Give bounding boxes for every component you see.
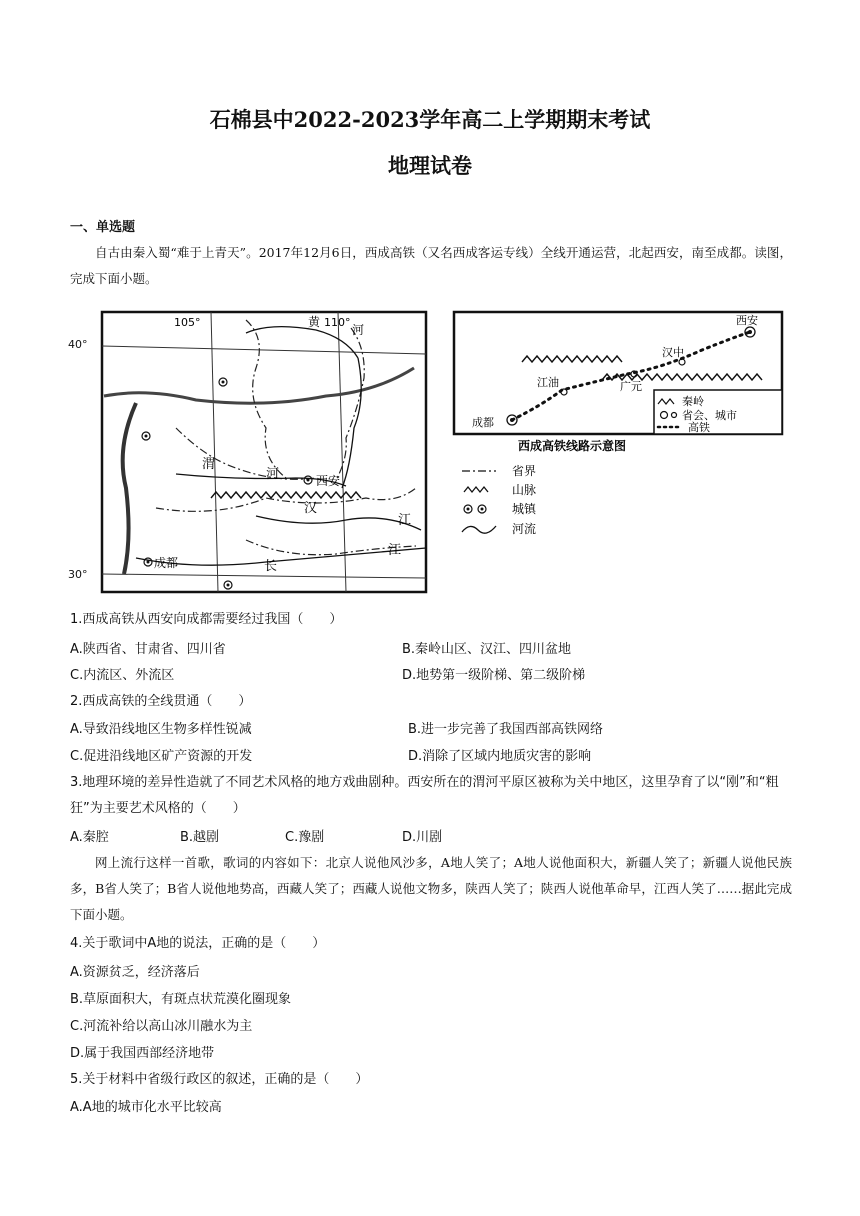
question-1-option-b[interactable]: B.秦岭山区、汉江、四川盆地: [402, 642, 572, 657]
question-2-option-a[interactable]: A.导致沿线地区生物多样性锐减: [70, 722, 252, 737]
map-frame: [102, 312, 426, 592]
chengdu-label: 成都: [154, 556, 179, 570]
question-3-option-c[interactable]: C.豫剧: [285, 830, 325, 845]
chang-label: 长: [264, 559, 278, 574]
question-4-option-a[interactable]: A.资源贫乏，经济落后: [70, 965, 200, 980]
han-label: 汉: [304, 501, 318, 516]
question-1-stem: 1.西成高铁从西安向成都需要经过我国（ ）: [70, 612, 343, 627]
question-1-option-a[interactable]: A.陕西省、甘肃省、四川省: [70, 642, 226, 657]
question-2-stem: 2.西成高铁的全线贯通（ ）: [70, 694, 252, 709]
legend-border-label: 省界: [512, 464, 537, 478]
wei-label: 渭: [202, 457, 216, 472]
lat-40-label: 40°: [68, 338, 88, 351]
jiang-label: 江: [398, 513, 412, 528]
question-1-option-d[interactable]: D.地势第一级阶梯、第二级阶梯: [402, 668, 586, 683]
question-5-option-a[interactable]: A.A地的城市化水平比较高: [70, 1100, 222, 1115]
question-1-option-c[interactable]: C.内流区、外流区: [70, 668, 175, 683]
page-title: 石棉县中2022-2023学年高二上学期期末考试: [209, 107, 651, 132]
question-4-stem: 4.关于歌词中A地的说法，正确的是（ ）: [70, 936, 326, 951]
railway-map-caption: 西成高铁线路示意图: [518, 439, 627, 453]
question-3-option-a[interactable]: A.秦腔: [70, 830, 109, 845]
legend-city-label: 省会、城市: [682, 409, 737, 422]
jiang-label-2: 江: [388, 543, 402, 558]
legend-town-label: 城镇: [512, 502, 537, 516]
xian-label: 西安: [736, 314, 758, 327]
question-5-stem: 5.关于材料中省级行政区的叙述，正确的是（ ）: [70, 1072, 369, 1087]
question-2-option-b[interactable]: B.进一步完善了我国西部高铁网络: [408, 722, 604, 737]
lon-105-label: 105°: [174, 316, 201, 329]
map-legend: [460, 462, 570, 542]
guangyuan-label: 广元: [620, 380, 642, 393]
legend-mountain-icon: [464, 487, 488, 492]
legend-mountain-label: 山脉: [512, 483, 537, 497]
chengdu-label: 成都: [472, 416, 494, 429]
question-3-option-d[interactable]: D.川剧: [402, 830, 443, 845]
region-map: [96, 308, 436, 598]
question-2-option-d[interactable]: D.消除了区域内地质灾害的影响: [408, 749, 592, 764]
question-4-option-d[interactable]: D.属于我国西部经济地带: [70, 1046, 215, 1061]
he-top-label: 河: [352, 323, 365, 337]
lon-110-label: 110°: [324, 316, 351, 329]
lat-30-label: 30°: [68, 568, 88, 581]
jiangyou-label: 江油: [537, 376, 559, 389]
section-heading: 一、单选题: [70, 220, 136, 235]
huang-label: 黄: [308, 315, 321, 329]
xian-label: 西安: [316, 474, 341, 488]
question-2-option-c[interactable]: C.促进沿线地区矿产资源的开发: [70, 749, 253, 764]
legend-qinling-label: 秦岭: [682, 395, 704, 408]
legend-river-label: 河流: [512, 522, 537, 536]
question-3-stem: 3.地理环境的差异性造就了不同艺术风格的地方戏曲剧种。西安所在的渭河平原区被称为关中地区，这里孕育了以“刚”和“粗狂”为主要艺术风格的（ ）: [70, 775, 779, 816]
question-4-option-b[interactable]: B.草原面积大，有斑点状荒漠化圈现象: [70, 992, 292, 1007]
legend-river-icon: [462, 526, 496, 533]
question-3-option-b[interactable]: B.越剧: [180, 830, 220, 845]
material-paragraph-2: 网上流行这样一首歌，歌词的内容如下：北京人说他风沙多，A地人笑了；A地人说他面积大，新疆人笑了；新疆人说他民族多，B省人笑了；B省人说他地势高，西藏人笑了；西藏人说他文物多，陕西人笑了；陕西人说他革命早，江西人笑了……据此完成下面小题。: [70, 855, 792, 922]
page-subtitle: 地理试卷: [388, 153, 472, 178]
legend-rail-label: 高铁: [688, 421, 710, 434]
he-mid-label: 河: [266, 467, 280, 482]
question-4-option-c[interactable]: C.河流补给以高山冰川融水为主: [70, 1019, 253, 1034]
material-paragraph-1: 自古由秦入蜀“难于上青天”。2017年12月6日，西成高铁（又名西成客运专线）全线开通运营，北起西安，南至成都。读图，完成下面小题。: [70, 245, 792, 286]
hanzhong-label: 汉中: [662, 346, 684, 359]
railway-map: [452, 310, 786, 456]
